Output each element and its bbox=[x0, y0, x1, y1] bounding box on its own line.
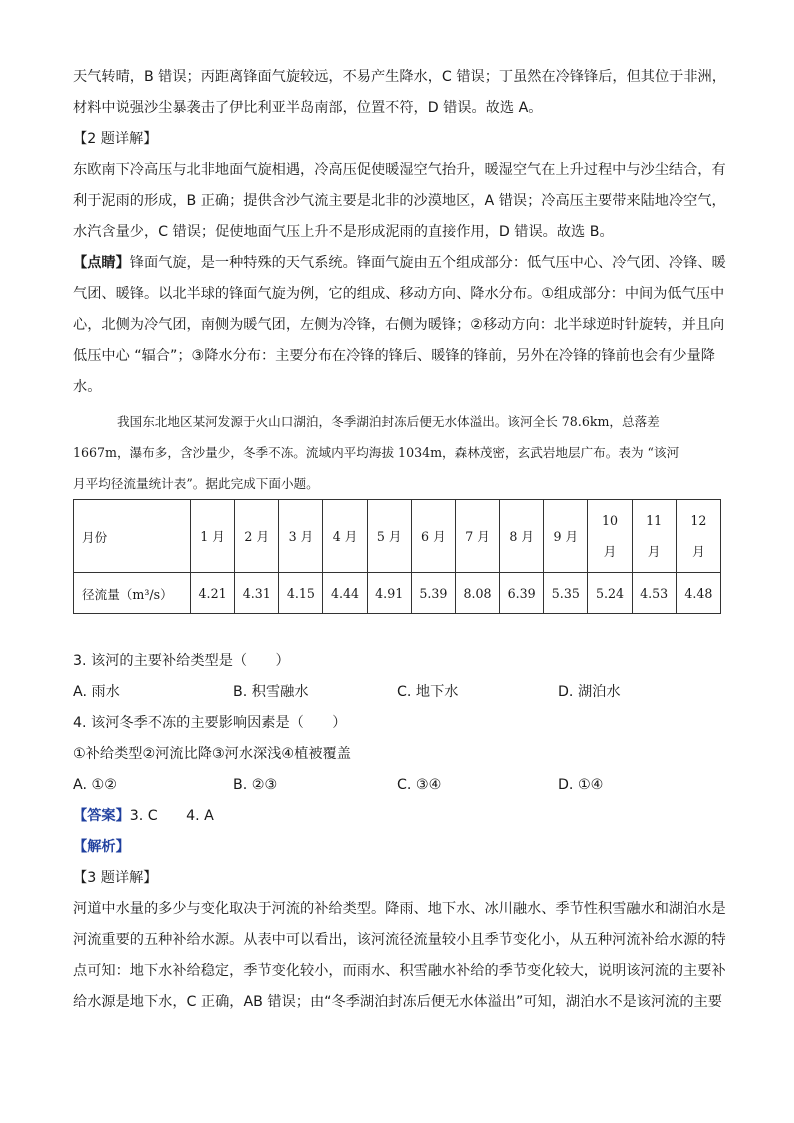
paragraph-line: 材料中说强沙尘暴袭击了伊比利亚半岛南部，位置不符，D 错误。故选 A。 bbox=[73, 100, 543, 116]
q2-detail-header: 【2 题详解】 bbox=[73, 131, 158, 147]
jiexi-line bbox=[73, 832, 723, 863]
table-cell-value: 4.53 bbox=[632, 573, 676, 614]
paragraph-line: 水。 bbox=[73, 379, 102, 395]
table-cell-month: 6 月 bbox=[411, 500, 455, 573]
q3-option-c: C. 地下水 bbox=[397, 684, 459, 700]
table-cell-month: 4 月 bbox=[323, 500, 367, 573]
q4-option-a: A. ①② bbox=[73, 777, 117, 793]
q3-option-a: A. 雨水 bbox=[73, 684, 120, 700]
q3-option-d: D. 湖泊水 bbox=[558, 684, 621, 700]
table-cell-month: 5 月 bbox=[367, 500, 411, 573]
table-cell-month: 7 月 bbox=[455, 500, 499, 573]
table-cell-month: 3 月 bbox=[279, 500, 323, 573]
month-row-label: 月份 bbox=[74, 500, 191, 573]
table-cell-value: 4.91 bbox=[367, 573, 411, 614]
table-cell-value: 4.15 bbox=[279, 573, 323, 614]
answer-label: 【答案】 bbox=[73, 808, 130, 824]
q3-option-b: B. 积雪融水 bbox=[233, 684, 309, 700]
runoff-row-label: 径流量（m³/s） bbox=[74, 573, 191, 614]
paragraph-line: 点可知：地下水补给稳定，季节变化较小，而雨水、积雪融水补给的季节变化较大，说明该河流的主要补 bbox=[73, 963, 726, 979]
q4-option-c: C. ③④ bbox=[397, 777, 442, 793]
q3-options bbox=[73, 677, 723, 708]
paragraph-line: 低压中心 “辐合”；③降水分布：主要分布在冷锋的锋后、暖锋的锋前，另外在冷锋的锋前也会有少量降 bbox=[73, 348, 715, 364]
answer-text: 3. C 4. A bbox=[129, 808, 214, 824]
table-cell-month: 10 月 bbox=[588, 500, 632, 573]
table-cell-value: 4.44 bbox=[323, 573, 367, 614]
dianjing-paragraph bbox=[73, 248, 726, 279]
table-cell-value: 5.39 bbox=[411, 573, 455, 614]
material-line: 1667m，瀑布多，含沙量少，冬季不冻。流域内平均海拔 1034m，森林茂密，玄武岩地层广布。表为 “该河 bbox=[73, 445, 680, 460]
paragraph-line: 河流重要的五种补给水源。从表中可以看出，该河流径流量较小且季节变化小，从五种河流补给水源的特 bbox=[73, 932, 726, 948]
paragraph-line: 给水源是地下水，C 正确，AB 错误；由“冬季湖泊封冻后便无水体溢出”可知，湖泊水不是该河流的主要 bbox=[73, 994, 722, 1010]
table-cell-month: 8 月 bbox=[500, 500, 544, 573]
paragraph-line: 气团、暖锋。以北半球的锋面气旋为例，它的组成、移动方向、降水分布。①组成部分：中间为低气压中 bbox=[73, 286, 725, 302]
paragraph-line: 水汽含量少，C 错误；促使地面气压上升不是形成泥雨的直接作用，D 错误。故选 B。 bbox=[73, 224, 614, 240]
table-cell-value: 4.48 bbox=[676, 573, 720, 614]
q4-stem: 4. 该河冬季不冻的主要影响因素是（ ） bbox=[73, 715, 347, 731]
paragraph-line: 东欧南下冷高压与北非地面气旋相遇，冷高压促使暖湿空气抬升，暖湿空气在上升过程中与沙尘结合，有 bbox=[73, 162, 726, 178]
paragraph-text: 锋面气旋，是一种特殊的天气系统。锋面气旋由五个组成部分：低气压中心、冷气团、冷锋、暖 bbox=[129, 255, 726, 271]
table-cell-month: 9 月 bbox=[544, 500, 588, 573]
material-line: 月平均径流量统计表”。据此完成下面小题。 bbox=[73, 476, 319, 491]
q3-detail-header: 【3 题详解】 bbox=[73, 870, 158, 886]
jiexi-label: 【解析】 bbox=[73, 839, 130, 855]
table-header-row bbox=[74, 500, 721, 573]
paragraph-line: 河道中水量的多少与变化取决于河流的补给类型。降雨、地下水、冰川融水、季节性积雪融水和湖泊水是 bbox=[73, 901, 726, 917]
table-cell-value: 6.39 bbox=[500, 573, 544, 614]
table-values-row bbox=[74, 573, 721, 614]
paragraph-line: 天气转晴，B 错误；丙距离锋面气旋较远，不易产生降水，C 错误；丁虽然在冷锋锋后，但其位于非洲， bbox=[73, 69, 726, 85]
q3-stem: 3. 该河的主要补给类型是（ ） bbox=[73, 653, 290, 669]
q4-factors: ①补给类型②河流比降③河水深浅④植被覆盖 bbox=[73, 746, 351, 762]
table-cell-value: 5.35 bbox=[544, 573, 588, 614]
runoff-table bbox=[73, 499, 721, 614]
table-cell-value: 5.24 bbox=[588, 573, 632, 614]
q4-option-d: D. ①④ bbox=[558, 777, 604, 793]
table-cell-month: 12 月 bbox=[676, 500, 720, 573]
table-cell-value: 4.31 bbox=[235, 573, 279, 614]
paragraph-line: 利于泥雨的形成，B 正确；提供含沙气流主要是北非的沙漠地区，A 错误；冷高压主要带来陆地冷空气， bbox=[73, 193, 726, 209]
table-cell-month: 11 月 bbox=[632, 500, 676, 573]
material-line: 我国东北地区某河发源于火山口湖泊，冬季湖泊封冻后便无水体溢出。该河全长 78.6km，总落差 bbox=[117, 414, 660, 429]
table-cell-month: 1 月 bbox=[191, 500, 235, 573]
dianjing-label: 【点睛】 bbox=[73, 255, 130, 271]
answer-line bbox=[73, 801, 723, 832]
table-cell-value: 4.21 bbox=[191, 573, 235, 614]
table-cell-month: 2 月 bbox=[235, 500, 279, 573]
q4-option-b: B. ②③ bbox=[233, 777, 278, 793]
paragraph-line: 心，北侧为冷气团，南侧为暖气团，左侧为冷锋，右侧为暖锋；②移动方向：北半球逆时针旋转，并且向 bbox=[73, 317, 725, 333]
table-cell-value: 8.08 bbox=[455, 573, 499, 614]
q4-options bbox=[73, 770, 723, 801]
